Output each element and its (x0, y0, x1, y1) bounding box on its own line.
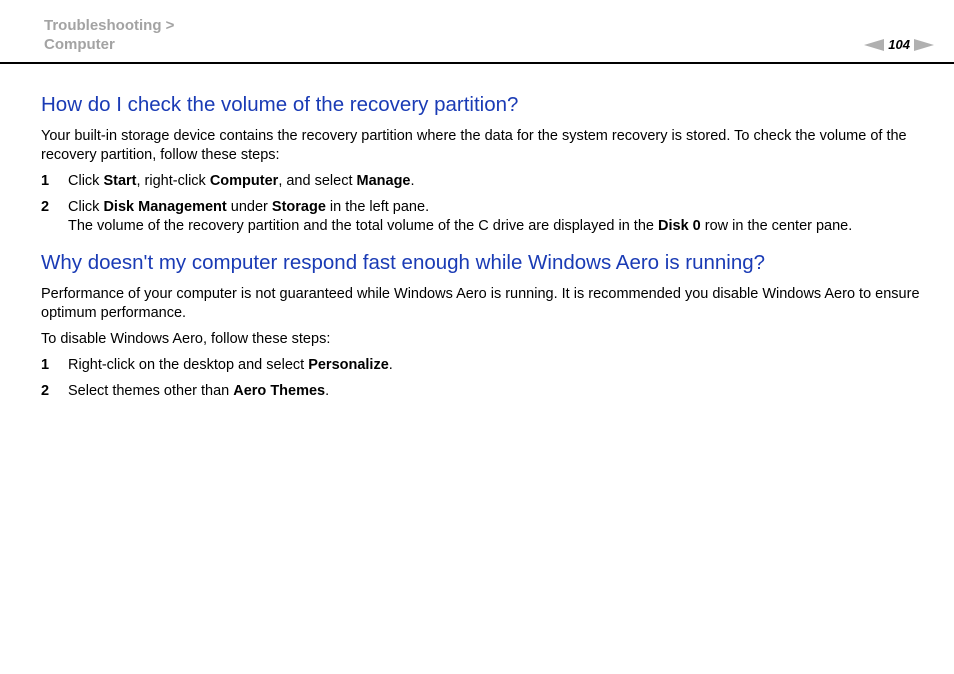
ui-term: Storage (271, 199, 326, 215)
page-header (0, 0, 954, 64)
step-text: Click Start, right-click Computer, and select Manage. (68, 173, 415, 189)
ui-term: Computer (209, 173, 279, 189)
step-text: Right-click on the desktop and select Personalize. (68, 357, 393, 373)
ui-term: Aero Themes (233, 383, 326, 399)
previous-page-arrow-icon[interactable] (864, 39, 884, 51)
step-item (41, 172, 921, 191)
page-navigation (864, 37, 934, 53)
section-intro-windows-aero: Performance of your computer is not guaranteed while Windows Aero is running. It is recommended you disable Windows Aero to ensure optimum performance. (41, 286, 920, 321)
section-heading-windows-aero: Why doesn't my computer respond fast enough while Windows Aero is running? (41, 251, 766, 274)
step-text: Select themes other than Aero Themes. (68, 383, 330, 399)
section-intro-recovery-partition: Your built-in storage device contains the recovery partition where the data for the system recovery is stored. To check the volume of the recovery partition, follow these steps: (41, 128, 907, 163)
step-number: 1 (41, 357, 50, 373)
step-number: 1 (41, 173, 50, 189)
ui-term: Manage (356, 173, 411, 189)
step-text: Click Disk Management under Storage in the left pane. The volume of the recovery partition and the total volume of the C drive are displayed in the Disk 0 row in the center pane. (68, 199, 853, 234)
step-number: 2 (41, 199, 50, 215)
section-lead-windows-aero: To disable Windows Aero, follow these steps: (41, 331, 331, 347)
next-page-arrow-icon[interactable] (914, 39, 934, 51)
section-heading-recovery-partition: How do I check the volume of the recovery partition? (41, 93, 519, 116)
step-item (41, 356, 921, 375)
page-content (41, 92, 921, 401)
header-divider (0, 62, 954, 64)
breadcrumb-parent[interactable]: Troubleshooting > (44, 17, 175, 34)
step-item (41, 382, 921, 401)
ui-term: Disk Management (103, 199, 227, 215)
ui-term: Personalize (308, 357, 389, 373)
step-item (41, 198, 921, 236)
page-number: 104 (888, 37, 910, 52)
breadcrumb-current: Computer (44, 36, 115, 53)
ui-term: Disk 0 (658, 218, 701, 234)
ui-term: Start (103, 173, 137, 189)
step-number: 2 (41, 383, 50, 399)
